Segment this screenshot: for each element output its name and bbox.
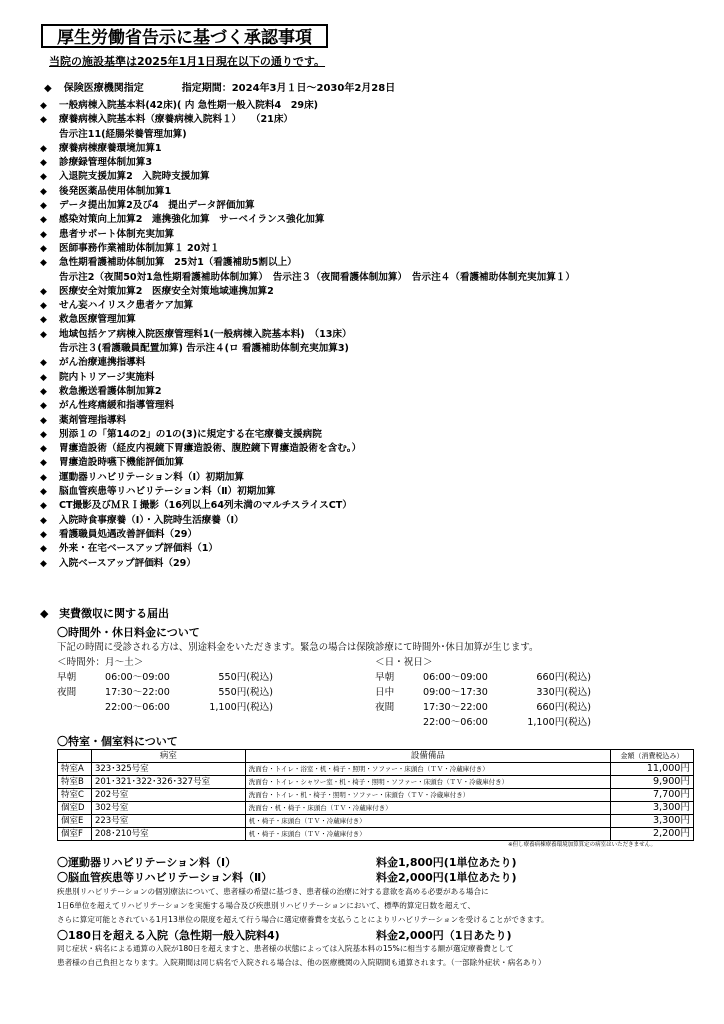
table-row: [58, 828, 694, 841]
hours-fee: 1,100円(税込): [209, 702, 273, 713]
hours-period: 日中: [375, 687, 395, 698]
room-type-cell: 特室A: [58, 763, 92, 776]
room-equipment-cell: 洗面台・トイレ・机・椅子・照明・ソファー・床頭台（ＴＶ・冷蔵庫付き）: [245, 789, 610, 802]
list-item-text: 救急医療管理加算: [59, 314, 136, 326]
diamond-bullet-icon: ◆: [40, 515, 47, 526]
diamond-bullet-icon: ◆: [40, 201, 47, 212]
list-item-text: 患者サポート体制充実加算: [59, 228, 175, 240]
list-item: [40, 471, 700, 485]
rehab1-line: [57, 854, 517, 870]
list-item: [40, 557, 700, 571]
room-fee-cell: 7,700円: [611, 789, 694, 802]
list-item: [40, 428, 700, 442]
rehab2-line: [57, 869, 517, 885]
header-room: 病室: [91, 750, 245, 763]
diamond-bullet-icon: ◆: [40, 544, 47, 555]
hours-time: 09:00～17:30: [423, 687, 488, 698]
hours-time: 17:30～22:00: [105, 687, 170, 698]
hours-fee: 330円(税込): [536, 687, 591, 698]
table-row: [58, 763, 694, 776]
room-rooms-cell: 201･321･322･326･327号室: [91, 776, 245, 789]
actual-cost-heading: [40, 605, 169, 621]
hours-time: 17:30～22:00: [423, 702, 488, 713]
room-equipment-cell: 机・椅子・床頭台（ＴＶ・冷蔵庫付き）: [245, 828, 610, 841]
header-equipment: 設備備品: [245, 750, 610, 763]
list-item-text: 告示注３(看護職員配置加算) 告示注４(ロ 看護補助体制充実加算3): [59, 343, 349, 355]
room-equipment-cell: 洗面台・トイレ・シャワー室・机・椅子・照明・ソファー・床頭台（ＴＶ・冷蔵庫付き）: [245, 776, 610, 789]
rehab1-fee: 料金1,800円(1単位あたり): [376, 856, 517, 869]
over180-line: [57, 927, 512, 943]
rooms-footnote: ※但し療養病棟療養環境加算算定の病室はいただきません。: [508, 842, 656, 848]
list-item: [40, 313, 700, 327]
list-item-text: せん妄ハイリスク患者ケア加算: [59, 300, 194, 312]
list-item-text: 告示注2（夜間50対1急性期看護補助体制加算） 告示注３（夜間看護体制加算） 告示注４（看護補助体制充実加算１）: [59, 271, 575, 283]
hours-fee: 660円(税込): [536, 702, 591, 713]
room-rooms-cell: 302号室: [91, 802, 245, 815]
list-item: [40, 356, 700, 370]
diamond-bullet-icon: ◆: [40, 415, 47, 426]
diamond-bullet-icon: ◆: [40, 172, 47, 183]
diamond-bullet-icon: ◆: [40, 186, 47, 197]
diamond-bullet-icon: ◆: [40, 315, 47, 326]
hours-time: 06:00～09:00: [423, 672, 488, 683]
list-item: [40, 328, 700, 342]
diamond-bullet-icon: ◆: [40, 444, 47, 455]
diamond-bullet-icon: ◆: [40, 301, 47, 312]
list-item: [40, 299, 700, 313]
diamond-bullet-icon: ◆: [40, 487, 47, 498]
diamond-bullet-icon: ◆: [40, 401, 47, 412]
list-item: [40, 414, 700, 428]
list-item-text: 院内トリアージ実施料: [59, 371, 155, 383]
diamond-bullet-icon: ◆: [40, 101, 47, 111]
table-row: [58, 789, 694, 802]
rehab2-name: 〇脳血管疾患等リハビリテーション料（Ⅱ）: [57, 871, 273, 884]
list-item-text: 感染対策向上加算2 連携強化加算 サーベイランス強化加算: [59, 214, 325, 226]
room-rooms-cell: 208･210号室: [91, 828, 245, 841]
list-item: [40, 113, 700, 127]
room-fee-cell: 9,900円: [611, 776, 694, 789]
list-item: [40, 399, 700, 413]
room-fee-cell: 2,200円: [611, 828, 694, 841]
list-item-text: がん性疼痛緩和指導管理料: [59, 400, 175, 412]
over180-notes: [57, 942, 546, 970]
list-item: [40, 156, 700, 170]
list-item-text: 薬剤管理指導料: [59, 414, 127, 426]
list-item-text: 看護職員処遇改善評価料（29）: [59, 528, 198, 540]
room-fee-cell: 3,300円: [611, 802, 694, 815]
designation-line: [44, 79, 395, 94]
diamond-bullet-icon: ◆: [40, 158, 47, 169]
list-item-text: 告示注11(経腸栄養管理加算): [59, 128, 187, 140]
room-fee-table: [57, 749, 694, 841]
room-equipment-cell: 洗面台・机・椅子・床頭台（ＴＶ・冷蔵庫付き）: [245, 802, 610, 815]
list-item-text: 診療録管理体制加算3: [59, 157, 153, 169]
rehab1-name: 〇運動器リハビリテーション料（Ⅰ）: [57, 856, 237, 869]
rooms-heading: 〇特室・個室料について: [57, 735, 178, 748]
list-item-text: 胃瘻造設術（経皮内視鏡下胃瘻造設術、腹腔鏡下胃瘻造設術を含む。）: [59, 443, 362, 455]
hours-time: 22:00～06:00: [105, 702, 170, 713]
table-row: [58, 815, 694, 828]
list-item-text: 入院時食事療養（Ⅰ）・入院時生活療養（Ⅰ）: [59, 514, 244, 526]
list-item-text: 医師事務作業補助体制加算１ 20対１: [59, 242, 220, 254]
weekday-hours-row: [57, 670, 273, 685]
holiday-hours-row: [375, 715, 591, 730]
list-item: [40, 514, 700, 528]
holiday-hours-row: [375, 685, 591, 700]
rehab2-note-line: 1日6単位を超えてリハビリテーションを実施する場合及び疾患別リハビリテーションにおいて、標準的算定日数を超えて、: [57, 900, 476, 910]
list-item-text: 胃瘻造設時嚥下機能評価加算: [59, 457, 184, 469]
rehab2-notes: [57, 885, 549, 926]
list-item-text: 脳血管疾患等リハビリテーション料（Ⅱ）初期加算: [59, 486, 276, 498]
list-item-text: 入退院支援加算2 入院時支援加算: [59, 171, 210, 183]
list-item-text: CT撮影及びＭＲＩ撮影（16列以上64列未満のマルチスライスCT）: [59, 500, 352, 512]
room-equipment-cell: 洗面台・トイレ・浴室・机・椅子・照明・ソファー・床頭台（ＴＶ・冷蔵庫付き）: [245, 763, 610, 776]
list-item-text: 入院ベースアップ評価料（29）: [59, 557, 196, 569]
hours-fee: 660円(税込): [536, 672, 591, 683]
diamond-bullet-icon: ◆: [40, 529, 47, 540]
diamond-bullet-icon: ◆: [40, 286, 47, 297]
rehab2-note-line: さらに算定可能とされている1月13単位の限度を超えて行う場合に選定療養費を支払うことによりリハビリテーションを受けることができます。: [57, 914, 549, 924]
overtime-note: 下記の時間に受診される方は、別途料金をいただきます。緊急の場合は保険診療にて時間外･休日加算が生じます。: [57, 642, 539, 653]
list-item-subnote: [40, 342, 700, 356]
weekday-hours-row: [57, 685, 273, 700]
hours-period: [57, 700, 105, 715]
room-equipment-cell: 机・椅子・床頭台（ＴＶ・冷蔵庫付き）: [245, 815, 610, 828]
table-row: [58, 776, 694, 789]
diamond-bullet-icon: ◆: [40, 386, 47, 397]
over180-note-line: 患者様の自己負担となります。入院期間は同じ病名で入院される場合は、他の医療機関の入院期間も通算されます。（一部除外症状・病名あり）: [57, 957, 546, 967]
table-row: [58, 802, 694, 815]
room-rooms-cell: 323･325号室: [91, 763, 245, 776]
diamond-bullet-icon: ◆: [40, 429, 47, 440]
list-item: [40, 256, 700, 270]
list-item: [40, 371, 700, 385]
list-item-subnote: [40, 128, 700, 142]
hours-time: 06:00～09:00: [105, 672, 170, 683]
diamond-bullet-icon: ◆: [40, 372, 47, 383]
list-item-text: 療養病棟療養環境加算1: [59, 142, 162, 154]
diamond-bullet-icon: ◆: [40, 115, 47, 126]
room-rooms-cell: 223号室: [91, 815, 245, 828]
holiday-hours: [375, 655, 591, 730]
list-item: [40, 528, 700, 542]
list-item: [40, 385, 700, 399]
diamond-bullet-icon: ◆: [40, 501, 47, 512]
list-item-text: 療養病棟入院基本料（療養病棟入院料１） （21床）: [59, 114, 293, 126]
rehab2-fee: 料金2,000円(1単位あたり): [376, 871, 517, 884]
over180-fee: 料金2,000円（1日あたり): [376, 929, 512, 942]
list-item: [40, 99, 700, 113]
weekday-hours: [57, 655, 273, 715]
room-type-cell: 個室E: [58, 815, 92, 828]
diamond-bullet-icon: ◆: [40, 243, 47, 254]
list-item-text: 救急搬送看護体制加算2: [59, 385, 162, 397]
header-fee: 金額（消費税込み）: [611, 750, 694, 763]
list-item: [40, 228, 700, 242]
page-subtitle: 当院の施設基準は2025年1月1日現在以下の通りです。: [49, 55, 326, 68]
hours-period: [375, 715, 423, 730]
diamond-bullet-icon: ◆: [40, 258, 47, 269]
diamond-bullet-icon: ◆: [40, 472, 47, 483]
list-item-text: 医療安全対策加算2 医療安全対策地域連携加算2: [59, 285, 274, 297]
diamond-bullet-icon: ◆: [40, 358, 47, 369]
hours-time: 22:00～06:00: [423, 717, 488, 728]
room-rooms-cell: 202号室: [91, 789, 245, 802]
list-item: [40, 213, 700, 227]
list-item-text: 別添１の「第14の2」の1の(3)に規定する在宅療養支援病院: [59, 428, 322, 440]
list-item: [40, 242, 700, 256]
list-item: [40, 285, 700, 299]
list-item: [40, 199, 700, 213]
hours-period: 早朝: [375, 672, 395, 683]
actual-cost-heading-text: 実費徴収に関する届出: [59, 607, 169, 620]
list-item: [40, 485, 700, 499]
hours-fee: 550円(税込): [218, 672, 273, 683]
rehab2-note-line: 疾患別リハビリテーションの個別療法について、患者様の希望に基づき、患者様の治療に対する意欲を高める必要がある場合に: [57, 887, 489, 896]
weekday-hours-row: [57, 700, 273, 715]
list-item: [40, 442, 700, 456]
hours-period: 早朝: [57, 672, 77, 683]
room-type-cell: 特室B: [58, 776, 92, 789]
list-item: [40, 542, 700, 556]
over180-note-line: 同じ症状・病名による通算の入院が180日を超えますと、患者様の状態によっては入院基本料の15%に相当する額が選定療養費として: [57, 944, 514, 953]
table-header-row: [58, 750, 694, 763]
diamond-bullet-icon: ◆: [40, 458, 47, 469]
list-item: [40, 170, 700, 184]
list-item-text: 地域包括ケア病棟入院医療管理料1(一般病棟入院基本料) （13床）: [59, 328, 352, 340]
list-item-text: 運動器リハビリテーション料（Ⅰ）初期加算: [59, 471, 244, 483]
list-item-text: がん治療連携指導料: [59, 357, 146, 369]
room-type-cell: 特室C: [58, 789, 92, 802]
list-item: [40, 456, 700, 470]
room-fee-cell: 3,300円: [611, 815, 694, 828]
room-fee-cell: 11,000円: [611, 763, 694, 776]
diamond-bullet-icon: ◆: [40, 143, 47, 154]
diamond-bullet-icon: ◆: [40, 558, 47, 569]
holiday-hours-row: [375, 700, 591, 715]
holiday-hours-label: ＜日・祝日＞: [375, 657, 433, 668]
overtime-heading: 〇時間外・休日料金について: [57, 626, 200, 639]
list-item: [40, 185, 700, 199]
hours-period: 夜間: [57, 687, 77, 698]
diamond-bullet-icon: ◆: [44, 83, 52, 94]
list-item: [40, 499, 700, 513]
diamond-bullet-icon: ◆: [40, 215, 47, 226]
list-item-text: データ提出加算2及び4 提出データ評価加算: [59, 200, 255, 212]
hours-fee: 550円(税込): [218, 687, 273, 698]
diamond-bullet-icon: ◆: [40, 329, 47, 340]
facility-standards-list: [40, 99, 700, 571]
diamond-bullet-icon: ◆: [40, 229, 47, 240]
over180-name: 〇180日を超える入院（急性期一般入院料4): [57, 929, 280, 942]
designation-label: 保険医療機関指定: [63, 83, 144, 94]
room-type-cell: 個室D: [58, 802, 92, 815]
hours-period: 夜間: [375, 702, 395, 713]
weekday-hours-label: ＜時間外：月～土＞: [57, 657, 144, 668]
list-item-text: 一般病棟入院基本料(42床)( 内 急性期一般入院料4 29床): [59, 100, 319, 111]
header-room-type: [58, 750, 92, 763]
room-type-cell: 個室F: [58, 828, 92, 841]
list-item: [40, 142, 700, 156]
list-item-text: 後発医薬品使用体制加算1: [59, 185, 172, 197]
page-title: 厚生労働省告示に基づく承認事項: [41, 24, 328, 48]
designation-period: 指定期間：2024年3月１日～2030年2月28日: [181, 83, 396, 94]
holiday-hours-row: [375, 670, 591, 685]
list-item-text: 急性期看護補助体制加算 25対1（看護補助5割以上）: [59, 257, 297, 269]
list-item-subnote: [40, 271, 700, 285]
diamond-bullet-icon: ◆: [40, 607, 49, 620]
hours-fee: 1,100円(税込): [527, 717, 591, 728]
list-item-text: 外来・在宅ベースアップ評価料（1）: [59, 543, 219, 555]
